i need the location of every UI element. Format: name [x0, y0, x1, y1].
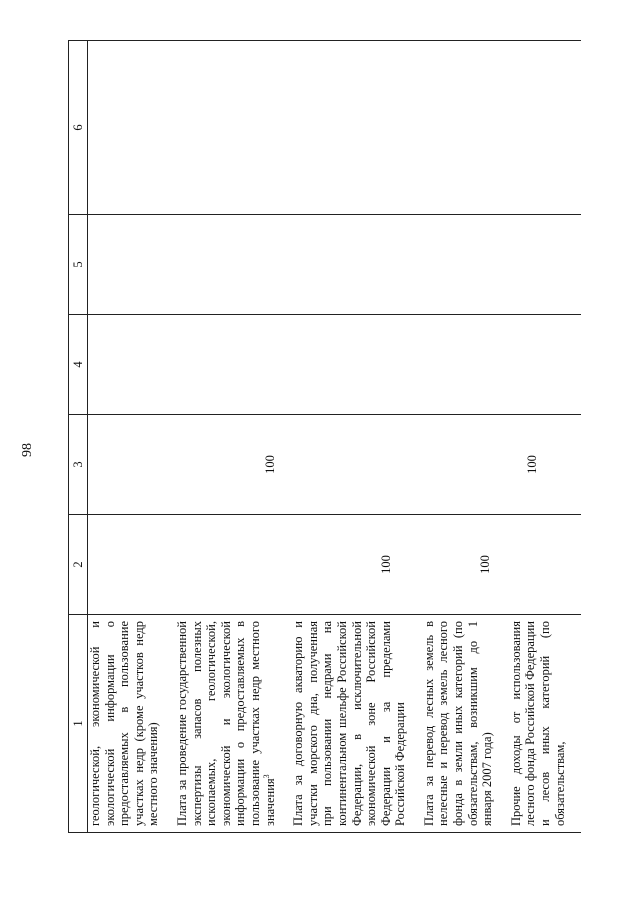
row-value-col2 [509, 515, 581, 615]
row-value-col4 [509, 315, 581, 415]
row-description: Плата за договорную акваторию и участки морского дна, полученная при пользовании недрами на континентальном шельфе Российской Федерации, в исключительной экономической зоне Российской Федерации и за пределами Российской Федерации [291, 615, 422, 833]
table-row [88, 41, 175, 833]
row-value-col5 [509, 215, 581, 315]
row-value-col6 [509, 41, 581, 215]
row-description: Прочие доходы от использования лесного фонда Российской Федерации и лесов иных категорий (по обязательствам, [509, 615, 581, 833]
header-row [69, 41, 88, 833]
row-value-col3 [422, 415, 509, 515]
row-description: Плата за перевод лесных земель в нелесные и перевод земель лесного фонда в земли иных категорий (по обязательствам, возникшим до 1 января 2007 года) [422, 615, 509, 833]
row-value-col6 [88, 41, 175, 215]
budget-table [68, 40, 581, 833]
row-value-col5 [291, 215, 422, 315]
header-col-1: 1 [69, 615, 88, 833]
table-row [509, 41, 581, 833]
row-value-col4 [175, 315, 291, 415]
row-value-col4 [422, 315, 509, 415]
row-value-col6 [422, 41, 509, 215]
header-col-5: 5 [69, 215, 88, 315]
table-row [291, 41, 422, 833]
table-row [422, 41, 509, 833]
row-value-col3: 100 [509, 415, 581, 515]
table-body [88, 41, 582, 833]
row-value-col6 [175, 41, 291, 215]
footnote-marker: 3 [261, 774, 271, 779]
page-number [0, 430, 56, 470]
row-value-col2 [88, 515, 175, 615]
row-value-col4 [291, 315, 422, 415]
rotated-page [68, 41, 636, 833]
row-value-col3: 100 [175, 415, 291, 515]
row-value-col2: 100 [422, 515, 509, 615]
header-col-3: 3 [69, 415, 88, 515]
row-value-col2 [175, 515, 291, 615]
row-value-col2: 100 [291, 515, 422, 615]
row-value-col4 [88, 315, 175, 415]
table-header [69, 41, 88, 833]
row-value-col3 [291, 415, 422, 515]
row-description-text: Плата за проведение государственной экспертизы запасов полезных ископаемых, геологической, экономической и экологической информации о предоставляемых в пользование участках недр местного значения [174, 621, 277, 826]
row-description: геологической, экономической и экологической информации о предоставляемых в пользование участках недр (кроме участков недр местного значения) [88, 615, 175, 833]
row-value-col5 [88, 215, 175, 315]
page-number-text: 98 [20, 443, 35, 457]
row-value-col5 [422, 215, 509, 315]
row-value-col6 [291, 41, 422, 215]
row-value-col3 [88, 415, 175, 515]
table-row [175, 41, 291, 833]
header-col-6: 6 [69, 41, 88, 215]
header-col-4: 4 [69, 315, 88, 415]
row-description [175, 615, 291, 833]
row-value-col5 [175, 215, 291, 315]
header-col-2: 2 [69, 515, 88, 615]
